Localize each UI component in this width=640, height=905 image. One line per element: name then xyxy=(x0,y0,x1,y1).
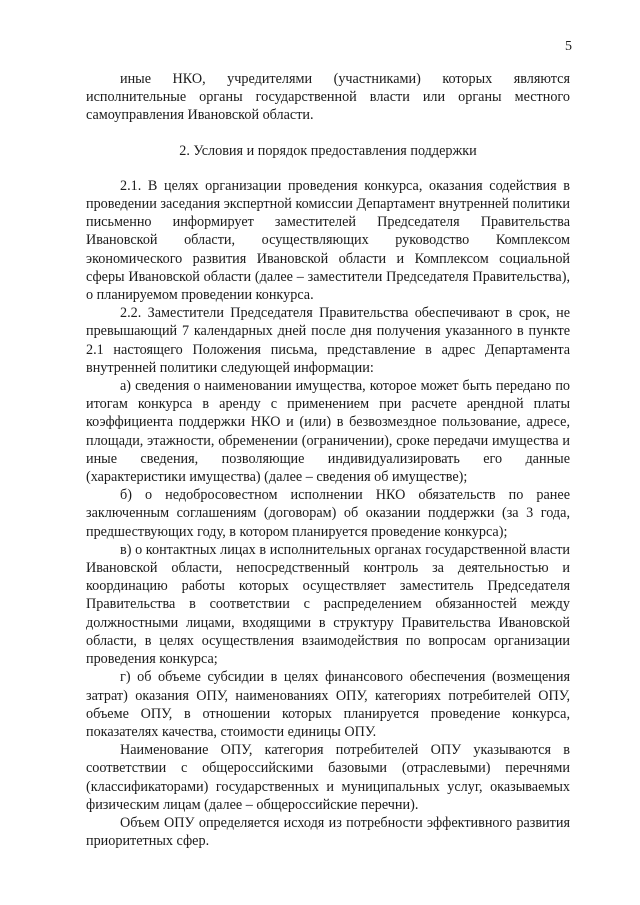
page-number: 5 xyxy=(565,39,572,54)
list-item-v: в) о контактных лицах в исполнительных органах государственной власти Ивановской области, непосредственный контроль за деятельностью и координацию работы которых осуществляет заместитель Председателя Правительства в соответствии с распределением обязанностей между должностными лицами, входящими в структуру Правительства Ивановской области, в целях осуществления взаимодействия по вопросам организации проведения конкурса; xyxy=(86,541,570,668)
paragraph-2-2: 2.2. Заместители Председателя Правительства обеспечивают в срок, не превышающий 7 календарных дней после дня получения указанного в пункте 2.1 настоящего Положения письма, представление в адрес Департамента внутренней политики следующей информации: xyxy=(86,305,570,376)
paragraph-2-1: 2.1. В целях организации проведения конкурса, оказания содействия в проведении заседания экспертной комиссии Департамент внутренней политики письменно информирует заместителей Председателя Правительства Ивановской области, осуществляющих руководство Комплексом экономического развития Ивановской области и Комплексом социальной сферы Ивановской области (далее – заместители Председателя Правительства), о планируемом проведении конкурса. xyxy=(86,177,570,304)
list-item-g: г) об объеме субсидии в целях финансового обеспечения (возмещения затрат) оказания ОПУ, наименованиях ОПУ, категориях потребителей ОПУ, объеме ОПУ, в отношении которых планируется проведение конкурса, показателях качества, стоимости единицы ОПУ. xyxy=(86,669,570,740)
list-item-b: б) о недобросовестном исполнении НКО обязательств по ранее заключенным соглашениям (договорам) об оказании поддержки (за 3 года, предшествующих году, в котором планируется проведение конкурса); xyxy=(86,487,570,540)
intro-paragraph: иные НКО, учредителями (участниками) которых являются исполнительные органы государственной власти или органы местного самоуправления Ивановской области. xyxy=(86,71,570,124)
section-heading: 2. Условия и порядок предоставления поддержки xyxy=(179,142,477,159)
paragraph-opu-naming: Наименование ОПУ, категория потребителей ОПУ указываются в соответствии с общероссийскими базовыми (отраслевыми) перечнями (классификаторами) государственных и муниципальных услуг, оказываемых физическим лицам (далее – общероссийские перечни). xyxy=(86,742,570,813)
paragraph-opu-volume: Объем ОПУ определяется исходя из потребности эффективного развития приоритетных сфер. xyxy=(86,814,570,850)
document-body xyxy=(86,70,570,850)
list-item-a: а) сведения о наименовании имущества, которое может быть передано по итогам конкурса в аренду с применением при расчете арендной платы коэффициента поддержки НКО и (или) в безвозмездное пользование, адресе, площади, этажности, обременении (ограничении), сроке передачи имущества и иные сведения, позволяющие индивидуализировать его данные (характеристики имущества) (далее – сведения об имуществе); xyxy=(86,378,570,486)
